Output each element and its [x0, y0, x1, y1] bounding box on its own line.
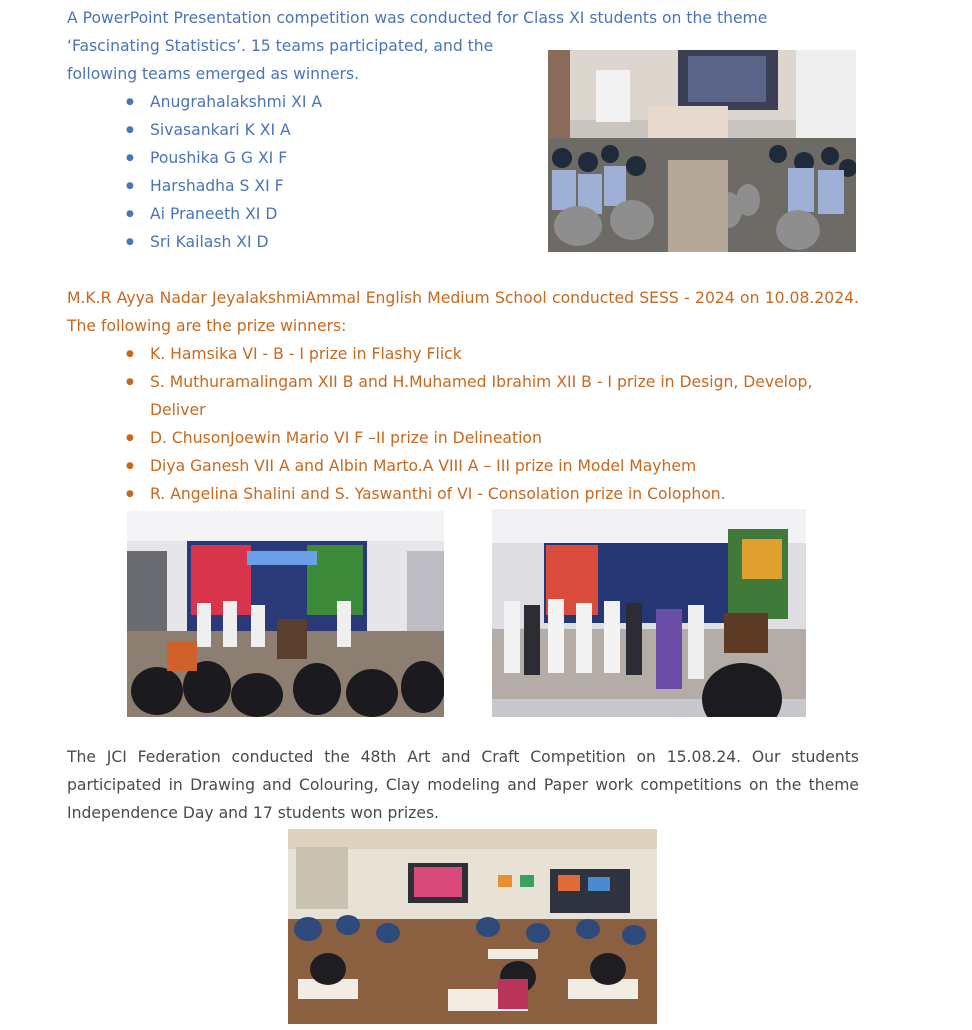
- sess-stage-photo-right: [492, 509, 806, 717]
- list-item: ● Sivasankari K XI A: [126, 116, 322, 144]
- presentation-hall-photo: [548, 50, 856, 252]
- list-item: ● Poushika G G XI F: [126, 144, 322, 172]
- sess-stage-photo-left: [127, 511, 444, 717]
- ppt-competition-line-3: following teams emerged as winners.: [67, 65, 360, 83]
- drawing-competition-photo: [288, 829, 657, 1024]
- list-item: ● Harshadha S XI F: [126, 172, 322, 200]
- ppt-competition-line-1: A PowerPoint Presentation competition was conducted for Class XI students on the theme: [67, 9, 768, 27]
- list-item: ● Diya Ganesh VII A and Albin Marto.A VIII A – III prize in Model Mayhem: [126, 452, 860, 480]
- list-item: ● Sri Kailash XI D: [126, 228, 322, 256]
- jci-competition-paragraph: The JCI Federation conducted the 48th Art and Craft Competition on 15.08.24. Our students participated in Drawing and Colouring, Clay modeling and Paper work competitions on the theme Independence Day and 17 students won prizes.: [67, 748, 859, 822]
- list-item: ● D. ChusonJoewin Mario VI F –II prize in Delineation: [126, 424, 860, 452]
- list-item: ● S. Muthuramalingam XII B and H.Muhamed Ibrahim XII B - I prize in Design, Develop, Deliver: [126, 368, 860, 424]
- list-item: ● Ai Praneeth XI D: [126, 200, 322, 228]
- list-item: ● K. Hamsika VI - B - I prize in Flashy Flick: [126, 340, 860, 368]
- sess-2024-paragraph: M.K.R Ayya Nadar JeyalakshmiAmmal English Medium School conducted SESS - 2024 on 10.08.2024. The following are the prize winners:: [67, 289, 859, 335]
- ppt-winners-list: [126, 88, 322, 256]
- sess-winners-list: [126, 340, 860, 508]
- list-item: ● Anugrahalakshmi XI A: [126, 88, 322, 116]
- ppt-competition-line-2: ‘Fascinating Statistics’. 15 teams participated, and the: [67, 37, 494, 55]
- list-item: ● R. Angelina Shalini and S. Yaswanthi of VI - Consolation prize in Colophon.: [126, 480, 860, 508]
